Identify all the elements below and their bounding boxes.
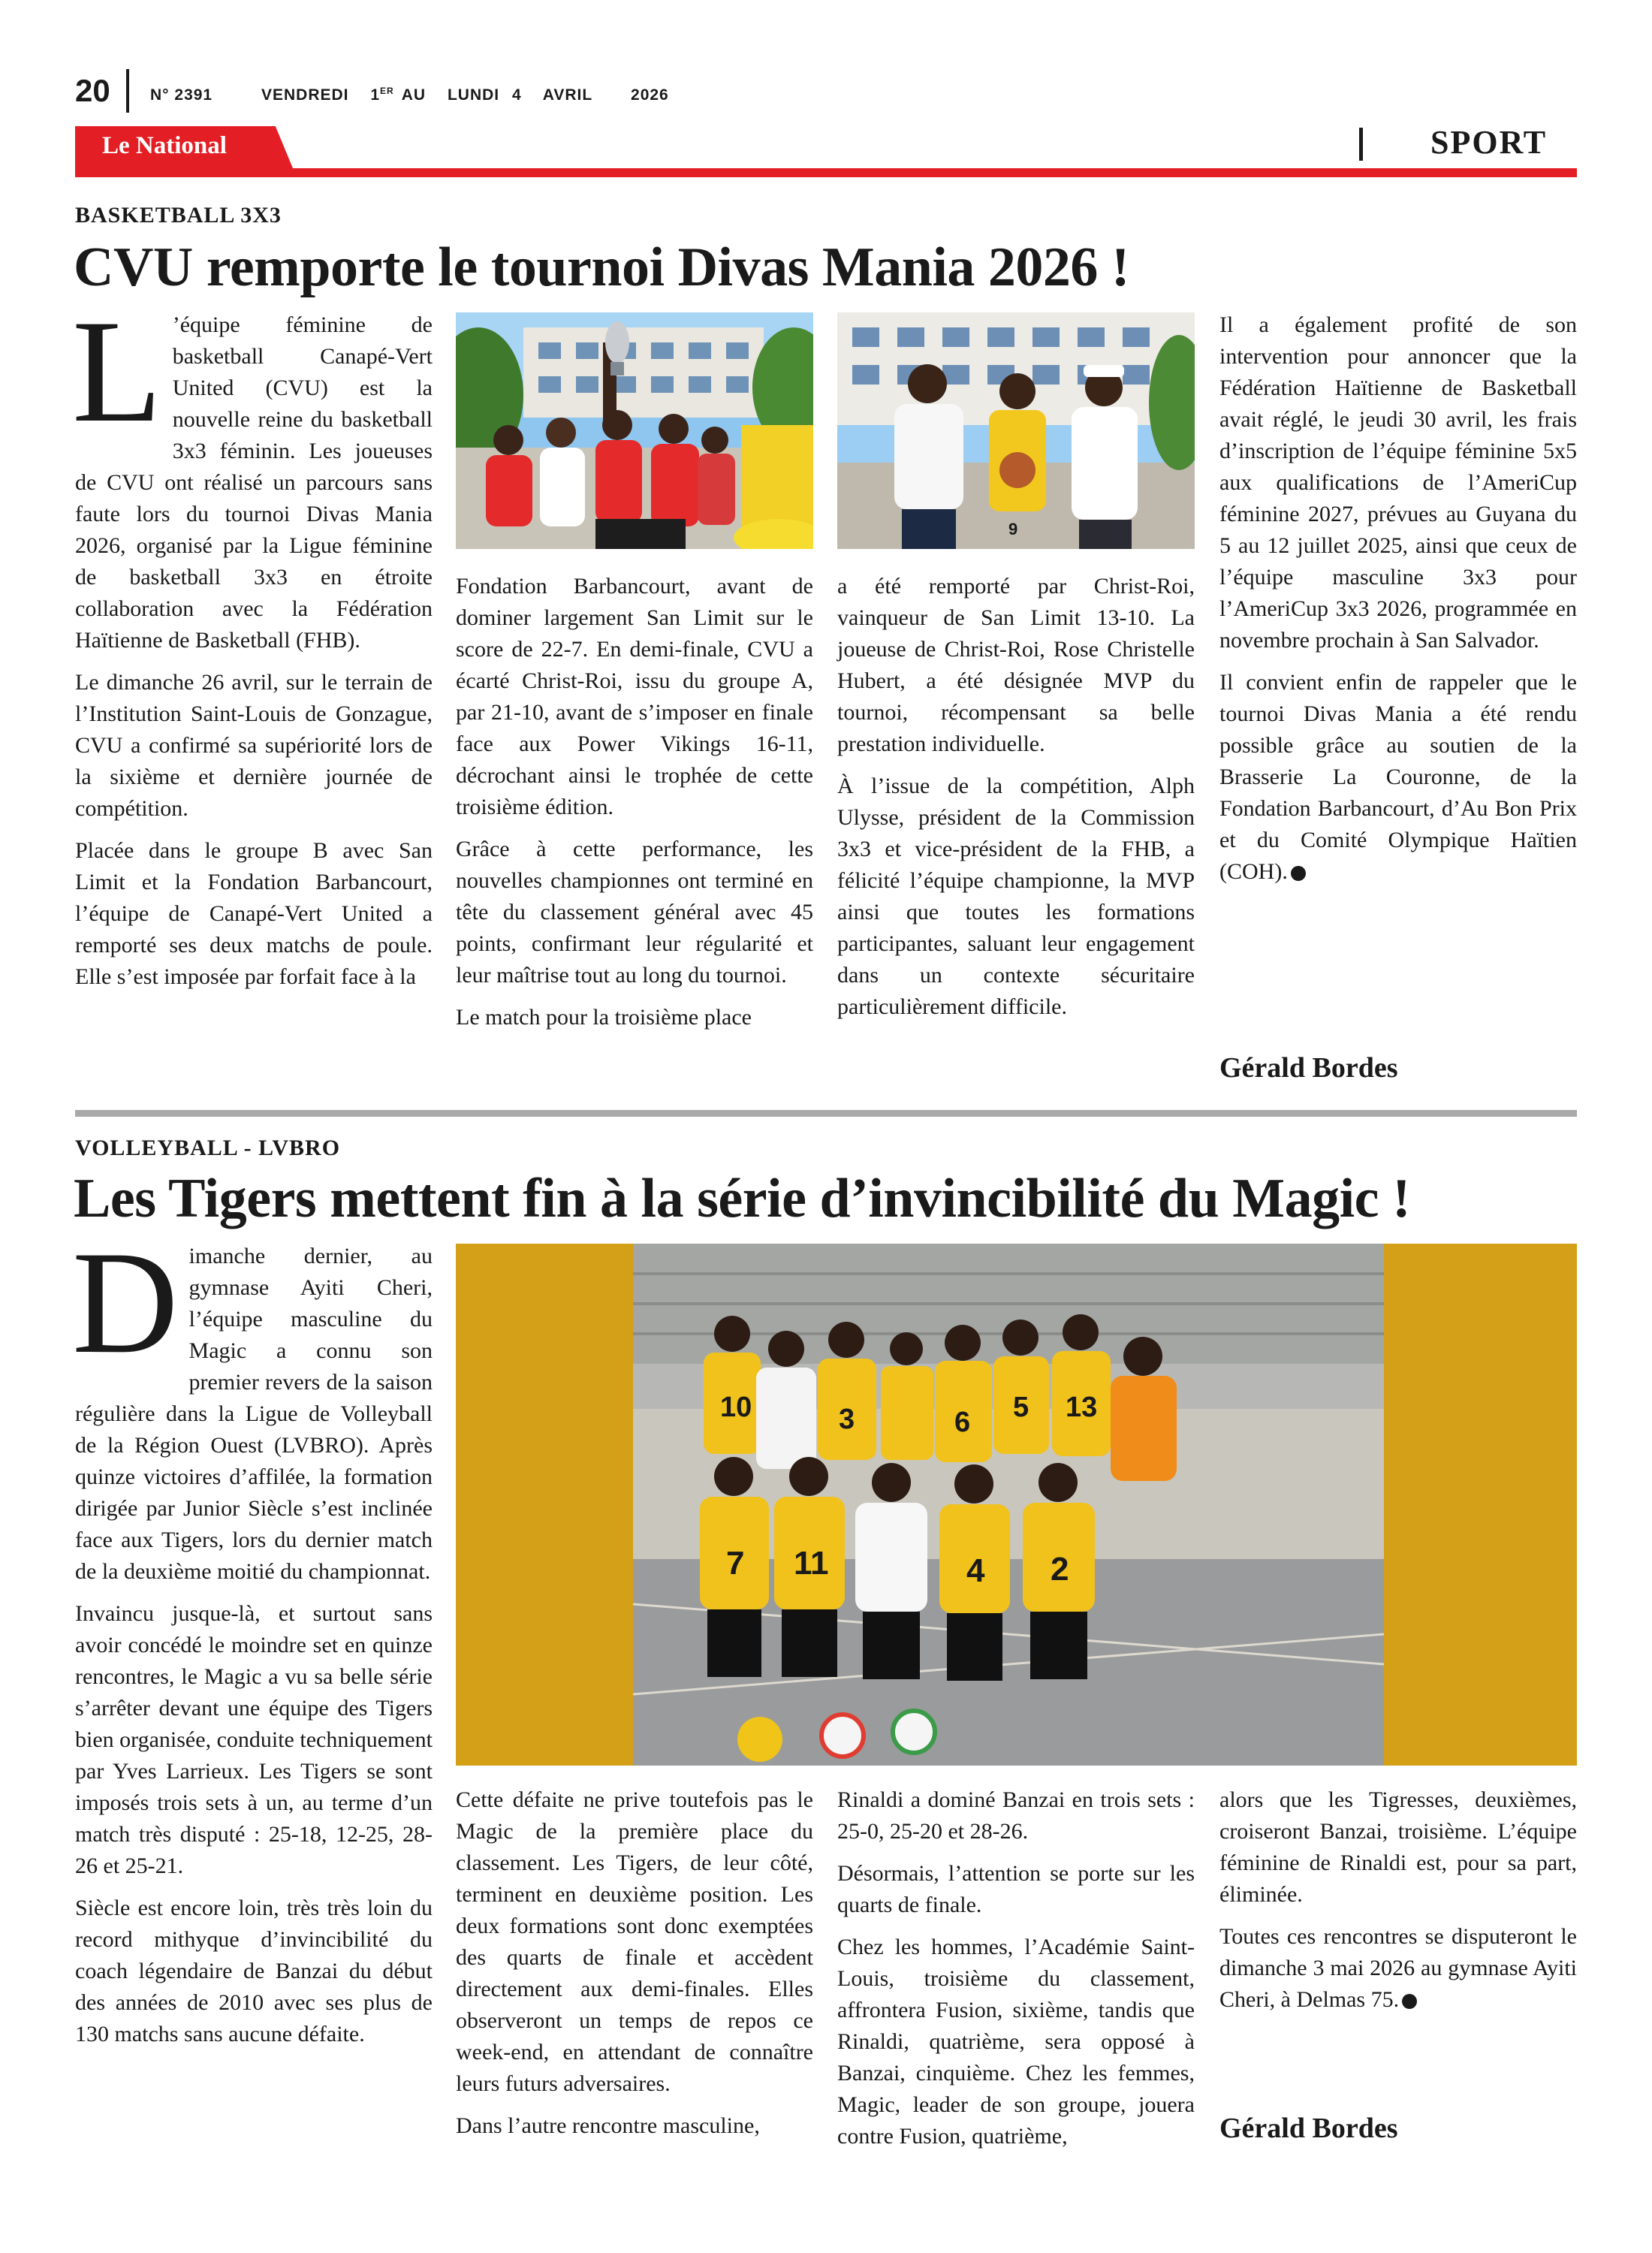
mvp-award-photo: [837, 312, 1195, 549]
article2-column-2: [456, 1784, 813, 2152]
jersey-number: 10: [720, 1392, 752, 1423]
article2-paragraph: Rinaldi a dominé Banzai en trois sets : 25-0, 25-20 et 28-26.: [837, 1787, 1195, 1844]
jersey-number: 3: [839, 1404, 855, 1435]
brand-name: Le National: [102, 132, 227, 159]
page-number: 20: [75, 73, 110, 108]
article1-paragraph: Fondation Barbancourt, avant de dominer largement San Limit sur le score de 22-7. En demi-finale, CVU a écarté Christ-Roi, issu du groupe A, par 21-10, avant de s’imposer en finale face aux Power Vikings 16-11, décrochant ainsi le trophée de cette troisième édition.: [456, 574, 813, 819]
article1-paragraph: Grâce à cette performance, les nouvelles championnes ont terminé en tête du classement général avec 45 points, confirmant leur régularité et leur maîtrise tout au long du tournoi.: [456, 837, 813, 988]
header-red-rule: [75, 168, 1577, 177]
article2-paragraph: Chez les hommes, l’Académie Saint-Louis, troisième du classement, affrontera Fusion, sixième, tandis que Rinaldi, quatrième, sera opposé à Banzai, cinquième. Chez les femmes, Magic, leader de son groupe, jouera contre Fusion, quatrième,: [837, 1935, 1195, 2149]
jersey-number: 7: [726, 1545, 745, 1582]
article2-paragraph: Invaincu jusque-là, et surtout sans avoir concédé le moindre set en quinze rencontres, le Magic a vu sa belle série s’arrêter devant une équipe des Tigers bien organisée, conduite techniquement par Yves Larrieux. Les Tigers se sont imposés trois sets à un, au terme d’un match très disputé : 25-18, 12-25, 28-26 et 25-21.: [75, 1601, 433, 1878]
article2-kicker: VOLLEYBALL - LVBRO: [75, 1136, 341, 1160]
issue-number: N° 2391: [150, 86, 213, 104]
date-to: AU: [401, 86, 427, 104]
jersey-number: 2: [1051, 1551, 1069, 1588]
jersey-number: 11: [794, 1545, 829, 1582]
article2-paragraph: imanche dernier, au gymnase Ayiti Cheri, l’équipe masculine du Magic a connu son premier revers de la saison régulière dans la Ligue de Volleyball de la Région Ouest (LVBRO). Après quinze victoires d’affilée, la formation dirigée par Junior Siècle s’est inclinée face aux Tigers, lors du dernier match de la deuxième moitié du championnat.: [75, 1244, 433, 1584]
article-separator: [75, 1110, 1577, 1117]
article1-column-1: [72, 290, 433, 1003]
article1-paragraph: Il a également profité de son intervention pour annoncer que la Fédération Haïtienne de Basketball avait réglé, le jeudi 30 avril, les frais d’inscription de l’équipe féminine 5x5 aux qualifications de l’AmeriCup féminine 2027, prévues au Guyana du 5 au 12 juillet 2025, ainsi que ceux de l’équipe masculine 3x3 pour l’AmeriCup 3x3 2026, programmée en novembre prochain à San Salvador.: [1219, 312, 1577, 653]
jersey-number: 4: [966, 1552, 985, 1589]
article2-paragraph: Siècle est encore loin, très très loin du record mithyque d’invincibilité du coach légendaire de Banzai du début des années de 2010 avec ses plus de 130 matchs sans aucune défaite.: [75, 1896, 433, 2046]
article2-column-3: [837, 1784, 1195, 2163]
article1-paragraph: Il convient enfin de rappeler que le tournoi Divas Mania a été rendu possible grâce au soutien de la Brasserie La Couronne, de la Fondation Barbancourt, d’Au Bon Prix et du Comité Olympique Haïtien (COH).: [1219, 670, 1577, 884]
article2-byline: Gérald Bordes: [1219, 2113, 1398, 2144]
article2-paragraph: Dans l’autre rencontre masculine,: [456, 2113, 760, 2138]
drop-cap: D: [72, 1221, 179, 1384]
article2-headline: Les Tigers mettent fin à la série d’invincibilité du Magic !: [74, 1168, 1411, 1229]
month: AVRIL: [542, 86, 593, 104]
article1-paragraph: Le dimanche 26 avril, sur le terrain de l’Institution Saint-Louis de Gonzague, CVU a confirmé sa supériorité lors de la sixième et dernière journée de compétition.: [75, 670, 433, 821]
end-mark-icon: [1291, 866, 1306, 881]
article2-paragraph: Cette défaite ne prive toutefois pas le Magic de la première place du classement. Les Tigers, de leur côté, terminent en deuxième position. Les deux formations sont donc exemptées des quarts de finale et accèdent directement aux demi-finales. Elles observeront un temps de repos ce week-end, en attendant de connaître leurs futurs adversaires.: [456, 1787, 813, 2096]
section-title: SPORT: [1430, 124, 1548, 161]
jersey-number: 5: [1013, 1392, 1029, 1423]
jersey-number: 13: [1066, 1392, 1098, 1423]
date-start-number: 1ER: [370, 86, 394, 104]
year: 2026: [631, 86, 669, 104]
issue-date-line: [150, 86, 686, 104]
end-mark-icon: [1402, 1994, 1417, 2009]
date-end-number: 4: [511, 86, 522, 104]
article1-paragraph: Placée dans le groupe B avec San Limit et la Fondation Barbancourt, l’équipe de Canapé-Vert United a remporté ses deux matchs de poule. Elle s’est imposée par forfait face à la: [75, 838, 433, 989]
day-start: VENDREDI: [261, 86, 349, 104]
article1-column-3: [837, 571, 1195, 1033]
article1-paragraph: À l’issue de la compétition, Alph Ulysse, président de la Commission 3x3 et vice-président de la FHB, a félicité l’équipe championne, la MVP ainsi que toutes les formations participantes, saluant leur engagement dans un contexte sécuritaire particulièrement difficile.: [837, 774, 1195, 1019]
article1-paragraph: ’équipe féminine de basketball Canapé-Vert United (CVU) est la nouvelle reine du basketball 3x3 féminin. Les joueuses de CVU ont réalisé un parcours sans faute lors du tournoi Divas Mania 2026, organisé par la Ligue féminine de basketball 3x3 en étroite collaboration avec la Fédération Haïtienne de Basketball (FHB).: [75, 312, 433, 653]
cvu-team-trophy-photo: [456, 312, 813, 549]
section-divider: [1359, 128, 1363, 161]
article2-paragraph: Toutes ces rencontres se disputeront le dimanche 3 mai 2026 au gymnase Ayiti Cheri, à Delmas 75.: [1219, 1924, 1577, 2012]
jersey-number: 6: [954, 1407, 971, 1438]
article1-headline: CVU remporte le tournoi Divas Mania 2026 !: [74, 237, 1130, 298]
svg-text:9: 9: [1008, 520, 1018, 538]
folio-divider: [126, 69, 129, 113]
article2-paragraph: alors que les Tigresses, deuxièmes, croiseront Banzai, troisième. L’équipe féminine de Rinaldi est, pour sa part, éliminée.: [1219, 1787, 1577, 1907]
article1-byline: Gérald Bordes: [1219, 1052, 1398, 1084]
article2-column-1: [72, 1221, 433, 2061]
article2-column-4: [1219, 1784, 1577, 2026]
article1-column-4: [1219, 309, 1577, 898]
drop-cap: L: [72, 290, 162, 453]
article1-kicker: BASKETBALL 3X3: [75, 203, 282, 228]
tigers-team-photo: [456, 1244, 1577, 1766]
article1-paragraph: a été remporté par Christ-Roi, vainqueur de San Limit 13-10. La joueuse de Christ-Roi, Rose Christelle Hubert, a été désignée MVP du tournoi, récompensant sa belle prestation individuelle.: [837, 574, 1195, 756]
day-end: LUNDI: [447, 86, 500, 104]
article2-paragraph: Désormais, l’attention se porte sur les quarts de finale.: [837, 1861, 1195, 1917]
article1-column-2: [456, 571, 813, 1044]
article1-paragraph: Le match pour la troisième place: [456, 1005, 752, 1030]
